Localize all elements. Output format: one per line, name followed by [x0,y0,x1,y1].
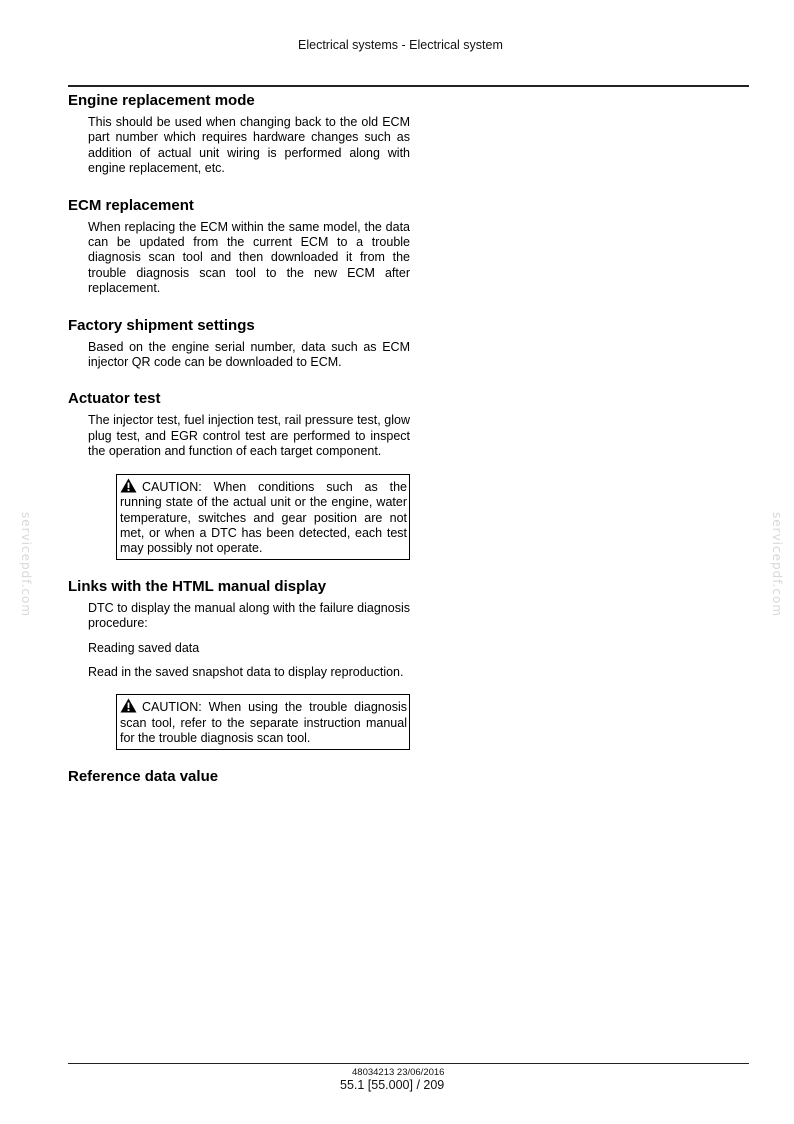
caution-text: CAUTION: When conditions such as the running state of the actual unit or the engine, water temperature, switches and gear position are not met, or when a DTC has been detected, each test may possibly not operate. [120,479,407,556]
footer-divider [68,1063,749,1064]
caution-box [116,474,410,560]
section-links-html-manual [68,577,410,750]
section-reference-data-value [68,767,410,787]
section-factory-shipment-settings [68,316,410,371]
section-heading: Engine replacement mode [68,92,255,109]
paragraph: This should be used when changing back to the old ECM part number which requires hardware changes such as addition of actual unit wiring is performed along with engine replacement, etc. [88,115,410,176]
section-ecm-replacement [68,196,410,297]
caution-text: CAUTION: When using the trouble diagnosis scan tool, refer to the separate instruction manual for the trouble diagnosis scan tool. [120,700,407,746]
paragraph: DTC to display the manual along with the failure diagnosis procedure: [88,600,410,631]
footer-page-number: 55.1 [55.000] / 209 [340,1078,445,1092]
header-divider [68,85,749,87]
paragraph: When replacing the ECM within the same model, the data can be updated from the current ECM to a trouble diagnosis scan tool and then downloaded it from the trouble diagnosis scan tool to the new ECM after replacement. [88,219,410,296]
section-actuator-test [68,389,410,559]
watermark-right: servicepdf.com [770,512,784,618]
caution-box [116,694,410,749]
section-heading: Actuator test [68,390,161,408]
document-body [68,91,410,791]
section-heading: ECM replacement [68,196,194,214]
paragraph: The injector test, fuel injection test, rail pressure test, glow plug test, and EGR control test are performed to inspect the operation and function of each target component. [88,413,410,459]
section-engine-replacement-mode [68,91,410,177]
warning-icon [120,698,137,713]
paragraph: Read in the saved snapshot data to display reproduction. [88,664,404,679]
warning-icon [120,478,137,493]
watermark-left: servicepdf.com [19,512,33,618]
footer-document-code: 48034213 23/06/2016 [352,1067,445,1078]
section-heading: Reference data value [68,767,219,785]
section-heading: Links with the HTML manual display [68,577,327,595]
page-header-title: Electrical systems - Electrical system [298,38,503,52]
section-heading: Factory shipment settings [68,316,255,334]
paragraph: Based on the engine serial number, data such as ECM injector QR code can be downloaded to ECM. [88,339,410,370]
paragraph: Reading saved data [88,640,200,655]
